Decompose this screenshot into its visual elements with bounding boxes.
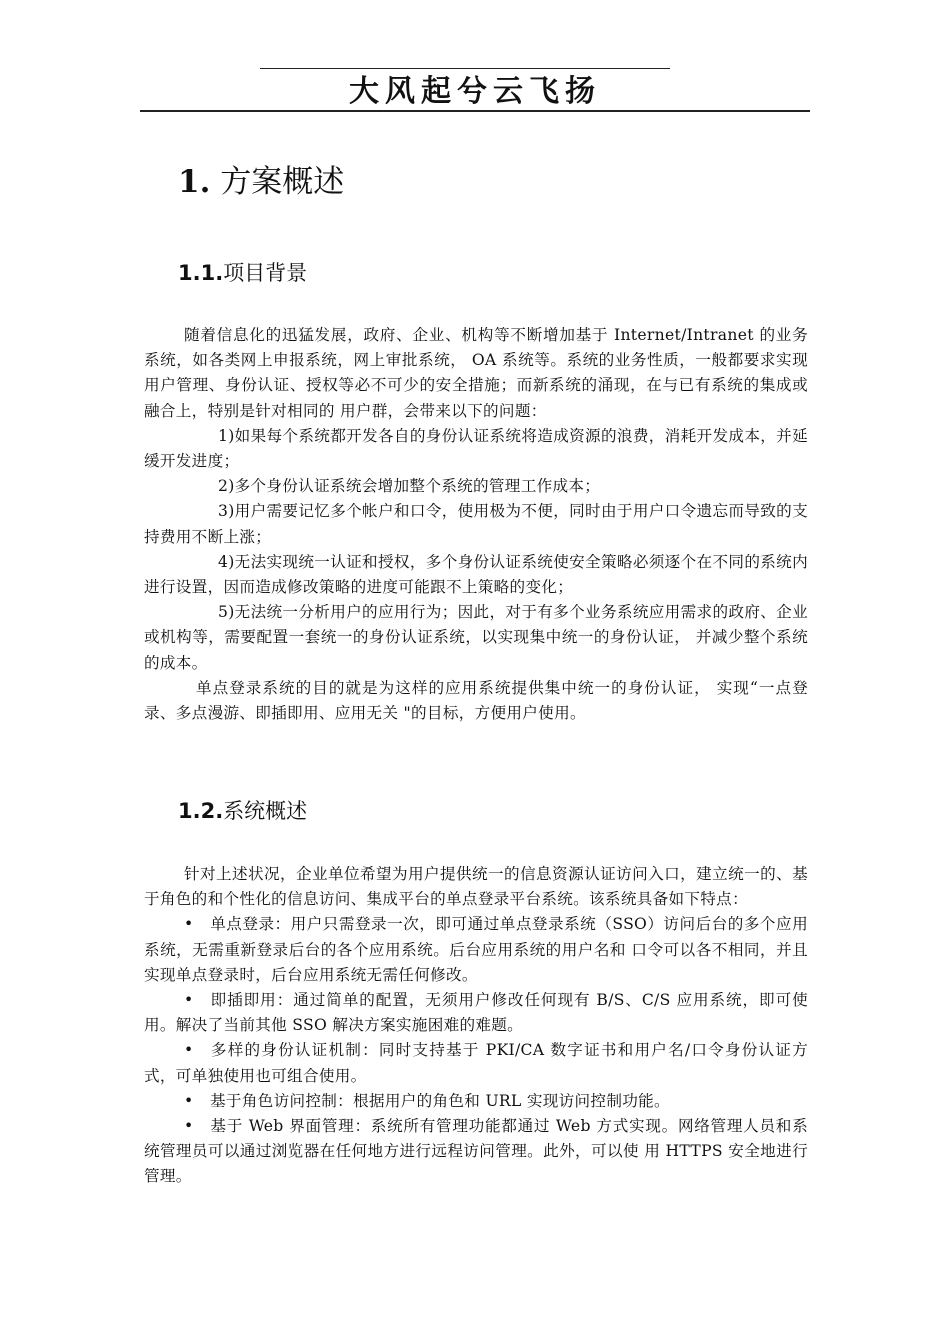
section-1-1-body: [144, 323, 808, 726]
feature-item: [144, 988, 808, 1038]
feature-text-sso: 单点登录：用户只需登录一次，即可通过单点登录系统（SSO）访问后台的多个应用系统，无需重新登录后台的各个应用系统。后台应用系统的用户名和 口令可以各不相同，并且实现单点登录时，后台应用系统无需任何修改。: [144, 915, 808, 984]
bullet-icon: •: [184, 1091, 194, 1110]
feature-item: [144, 1089, 808, 1114]
header-banner: 大风起兮云飞扬: [349, 74, 601, 109]
bullet-icon: •: [184, 1041, 194, 1060]
problem-item-2: 2)多个身份认证系统会增加整个系统的管理工作成本；: [218, 477, 601, 496]
feature-item: [144, 1114, 808, 1190]
feature-item: [144, 912, 808, 988]
section-1-2-intro: 针对上述状况，企业单位希望为用户提供统一的信息资源认证访问入口，建立统一的、基于角色的和个性化的信息访问、集成平台的单点登录平台系统。该系统具备如下特点：: [144, 865, 808, 909]
bullet-icon: •: [184, 915, 194, 934]
section-1-2-number: 1.2.: [178, 799, 224, 823]
section-1-1-title: 项目背景: [223, 261, 308, 285]
problem-item-1: 1)如果每个系统都开发各自的身份认证系统将造成资源的浪费，消耗开发成本，并延缓开发进度；: [144, 426, 808, 471]
header-bottom-rule: [140, 110, 810, 112]
section-1-1-heading: [178, 258, 307, 288]
section-1-2-title: 系统概述: [223, 799, 308, 823]
section-1-1-conclusion: 单点登录系统的目的就是为这样的应用系统提供集中统一的身份认证， 实现“一点登录、多点漫游、即插即用、应用无关 "的目标，方便用户使用。: [144, 678, 808, 723]
section-1-title: 方案概述: [220, 164, 345, 200]
feature-item: [144, 1038, 808, 1088]
section-1-2-heading: [178, 796, 307, 826]
feature-text-auth-mechanism: 多样的身份认证机制：同时支持基于 PKI/CA 数字证书和用户名/口令身份认证方式，可单独使用也可组合使用。: [144, 1041, 808, 1085]
section-1-number: 1.: [178, 164, 211, 200]
feature-text-web-management: 基于 Web 界面管理：系统所有管理功能都通过 Web 方式实现。网络管理人员和系统管理员可以通过浏览器在任何地方进行远程访问管理。此外，可以使 用 HTTPS 安全地进行管理。: [144, 1117, 808, 1186]
bullet-icon: •: [184, 991, 194, 1010]
section-1-1-number: 1.1.: [178, 261, 224, 285]
feature-text-plug-and-play: 即插即用：通过简单的配置，无须用户修改任何现有 B/S、C/S 应用系统，即可使用。解决了当前其他 SSO 解决方案实施困难的难题。: [144, 991, 808, 1035]
feature-text-rbac: 基于角色访问控制：根据用户的角色和 URL 实现访问控制功能。: [210, 1091, 670, 1110]
problem-item-5: 5)无法统一分析用户的应用行为；因此，对于有多个业务系统应用需求的政府、企业或机构等，需要配置一套统一的身份认证系统，以实现集中统一的身份认证， 并减少整个系统的成本。: [144, 603, 808, 672]
section-1-2-body: [144, 862, 808, 1190]
problem-item-4: 4)无法实现统一认证和授权，多个身份认证系统使安全策略必须逐个在不同的系统内进行设置，因而造成修改策略的进度可能跟不上策略的变化；: [144, 552, 808, 597]
problem-item-3: 3)用户需要记忆多个帐户和口令，使用极为不便，同时由于用户口令遗忘而导致的支持费用不断上涨；: [144, 502, 808, 546]
section-1-heading: [178, 162, 344, 202]
bullet-icon: •: [184, 1117, 194, 1136]
section-1-1-intro: 随着信息化的迅猛发展，政府、企业、机构等不断增加基于 Internet/Intranet 的业务系统，如各类网上申报系统，网上审批系统， OA 系统等。系统的业务性质，一般都要求实现用户管理、身份认证、授权等必不可少的安全措施；而新系统的涌现，在与已有系统的集成或融合上，特别是针对相同的 用户群，会带来以下的问题：: [144, 326, 808, 420]
